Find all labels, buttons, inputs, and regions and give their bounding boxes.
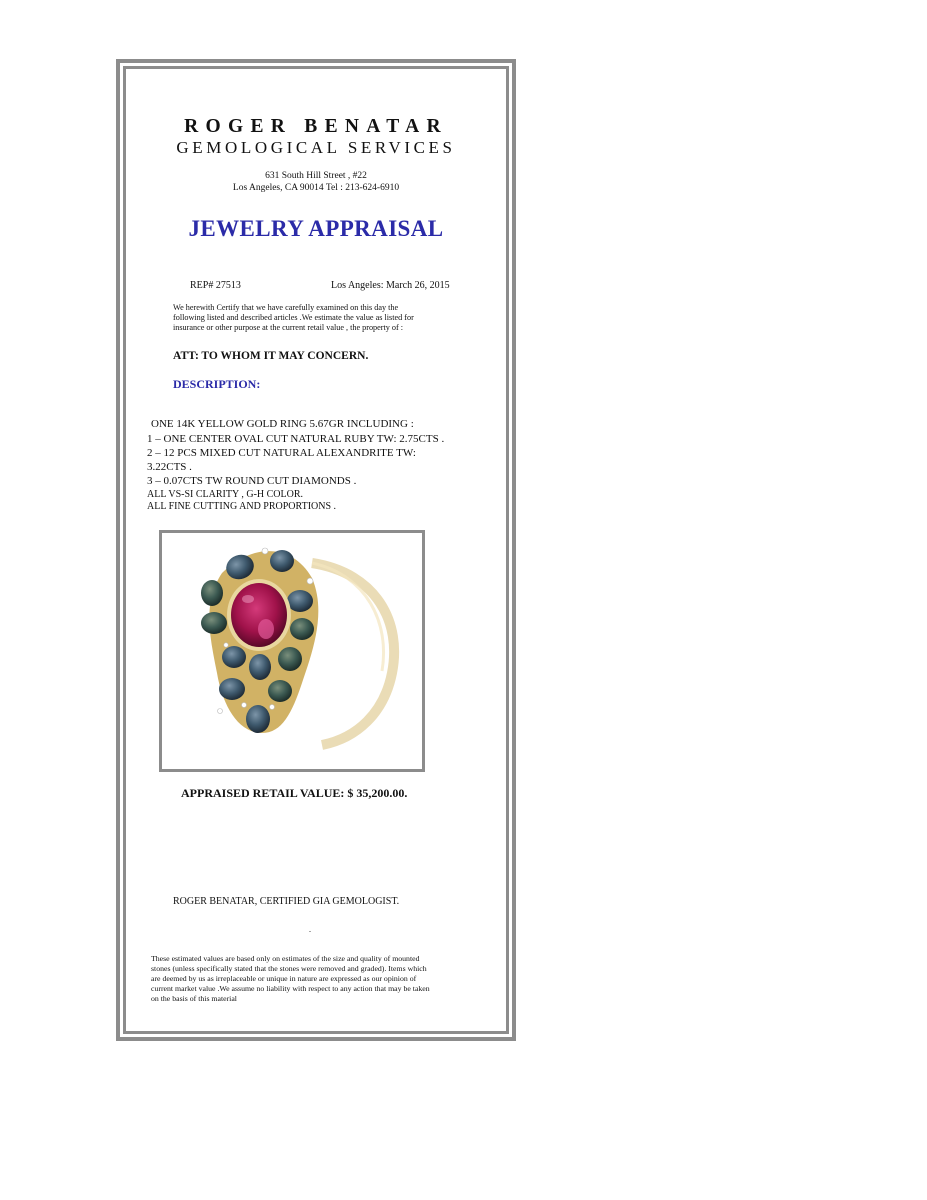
signature-line: ROGER BENATAR, CERTIFIED GIA GEMOLOGIST. <box>173 896 400 907</box>
address-line-2: Los Angeles, CA 90014 Tel : 213-624-6910 <box>232 183 400 193</box>
ring-illustration <box>162 533 422 769</box>
footnote-line: stones (unless specifically stated that the stones were removed and graded). Items which <box>151 964 427 973</box>
appraised-value: APPRAISED RETAIL VALUE: $ 35,200.00. <box>181 786 408 800</box>
footnote-line: on the basis of this material <box>151 994 237 1003</box>
footnote-line: are deemed by us as irreplaceable or unique in nature are expressed as our opinion of <box>151 974 417 983</box>
description-heading: DESCRIPTION: <box>173 377 261 391</box>
description-line: 2 – 12 PCS MIXED CUT NATURAL ALEXANDRITE TW: <box>147 447 416 459</box>
ring-photo <box>159 530 425 772</box>
description-line: 1 – ONE CENTER OVAL CUT NATURAL RUBY TW: 2.75CTS . <box>147 433 445 445</box>
description-line: ONE 14K YELLOW GOLD RING 5.67GR INCLUDING : <box>151 418 414 430</box>
location-date: Los Angeles: March 26, 2015 <box>331 280 450 291</box>
description-line: ALL VS-SI CLARITY , G-H COLOR. <box>147 489 304 500</box>
address-line-1: 631 South Hill Street , #22 <box>265 171 367 181</box>
certification-line: following listed and described articles .We estimate the value as listed for <box>173 313 414 322</box>
footnote-line: current market value .We assume no liability with respect to any action that may be taken <box>151 984 430 993</box>
certification-line: insurance or other purpose at the current retail value , the property of : <box>173 323 404 332</box>
footnote-line: These estimated values are based only on estimates of the size and quality of mounted <box>151 954 420 963</box>
certification-line: We herewith Certify that we have carefully examined on this day the <box>173 303 399 312</box>
description-line: 3.22CTS . <box>147 461 192 473</box>
separator-dot: . <box>309 925 311 934</box>
description-line: ALL FINE CUTTING AND PROPORTIONS . <box>147 501 337 512</box>
attention-line: ATT: TO WHOM IT MAY CONCERN. <box>173 350 369 362</box>
document-title: JEWELRY APPRAISAL <box>188 216 444 241</box>
description-line: 3 – 0.07CTS TW ROUND CUT DIAMONDS . <box>147 475 357 487</box>
report-number: REP# 27513 <box>190 280 241 291</box>
company-name: ROGER BENATAR <box>184 116 448 137</box>
company-subtitle: GEMOLOGICAL SERVICES <box>176 138 456 157</box>
